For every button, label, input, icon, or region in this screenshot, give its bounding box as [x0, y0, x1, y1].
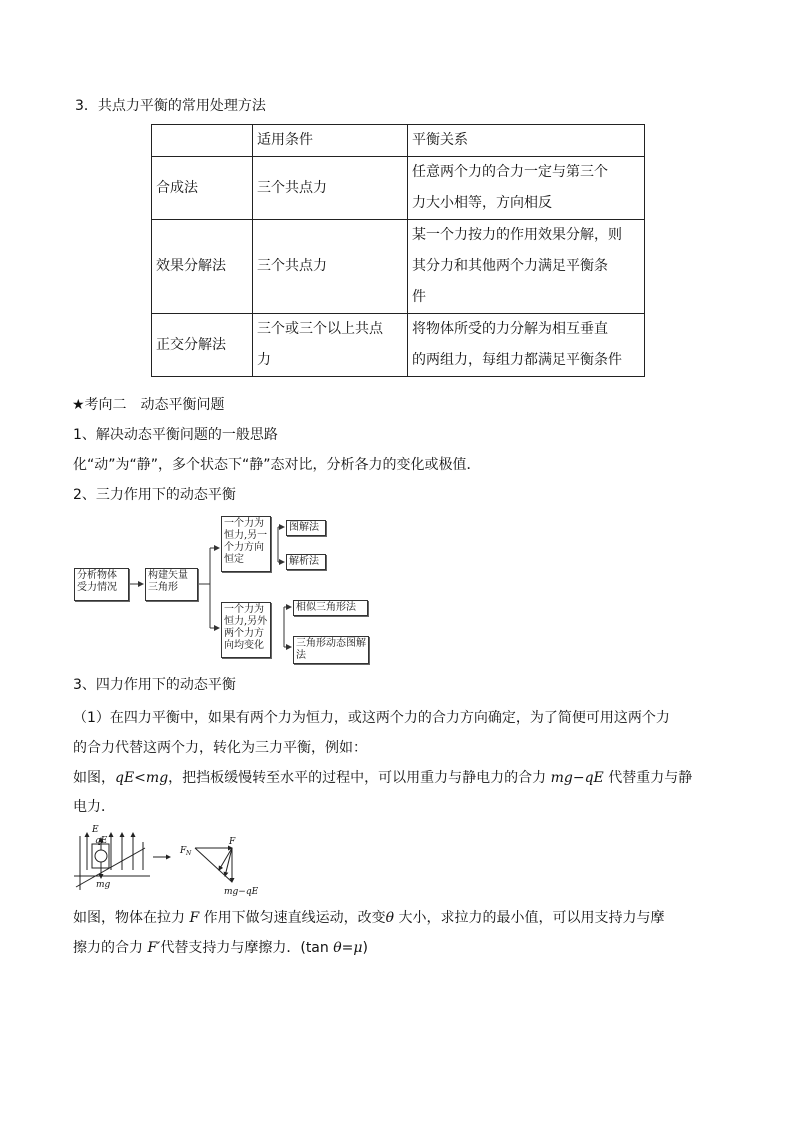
item2-heading: 2、三力作用下的动态平衡 — [73, 487, 236, 503]
flow-leaf-similar-triangles: 相似三角形法 — [293, 600, 368, 616]
condition-cell: 三个共点力 — [253, 157, 408, 220]
relation-line: 任意两个力的合力一定与第三个 — [412, 164, 608, 180]
para2-expression: mg−qE — [550, 770, 604, 786]
para3-text-e: 代替支持力与摩擦力．(tan — [160, 940, 329, 956]
relation-line: 的两组力，每组力都满足平衡条件 — [412, 352, 622, 368]
method-cell: 正交分解法 — [152, 314, 253, 377]
method-cell: 合成法 — [152, 157, 253, 220]
section-heading: 3．共点力平衡的常用处理方法 — [75, 98, 266, 114]
condition-cell: 三个共点力 — [253, 220, 408, 314]
flow-box-branch1: 一个力为恒力,另一个力方向恒定 — [221, 516, 271, 572]
para2-suffix: 代替重力与静 — [608, 770, 693, 786]
para3-force-Fprime: F′ — [147, 940, 161, 956]
table-header-cell: 适用条件 — [253, 125, 408, 157]
label-FN: F — [180, 846, 187, 856]
para3-line2 — [73, 938, 368, 958]
condition-line: 力 — [257, 352, 271, 368]
para3-theta: θ — [385, 910, 395, 926]
para1-line1: （1）在四力平衡中，如果有两个力为恒力，或这两个力的合力方向确定，为了简便可用这两个力 — [73, 710, 670, 726]
label-FN-sub: N — [186, 850, 192, 857]
label-F: F — [229, 837, 236, 847]
item1-text: 化“动”为“静”，多个状态下“静”态对比，分析各力的变化或极值． — [73, 457, 481, 473]
para2-mid: ，把挡板缓慢转至水平的过程中，可以用重力与静电力的合力 — [168, 770, 547, 786]
relation-line: 其分力和其他两个力满足平衡条 — [412, 258, 608, 274]
label-qE: qE — [95, 836, 108, 846]
item3-heading: 3、四力作用下的动态平衡 — [73, 677, 236, 693]
relation-line: 力大小相等，方向相反 — [412, 195, 552, 211]
para3-formula: θ=μ — [333, 940, 363, 956]
flow-box-branch2: 一个力为恒力,另外两个力方向均变化 — [221, 602, 271, 658]
item1-heading: 1、解决动态平衡问题的一般思路 — [73, 427, 278, 443]
relation-line: 将物体所受的力分解为相互垂直 — [412, 321, 608, 337]
label-mg: mg — [96, 880, 111, 890]
flow-box-start: 分析物体受力情况 — [74, 568, 129, 601]
para3-text-d: 擦力的合力 — [73, 940, 143, 956]
para3-line1 — [73, 908, 665, 928]
flow-box-mid: 构建矢量三角形 — [145, 568, 198, 601]
direction-title: ★考向二 动态平衡问题 — [72, 397, 225, 413]
table-header-cell: 平衡关系 — [408, 125, 645, 157]
para2-line2: 电力． — [73, 799, 115, 815]
method-cell: 效果分解法 — [152, 220, 253, 314]
flow-leaf-analytical: 解析法 — [286, 554, 326, 570]
para2-prefix: 如图， — [73, 770, 115, 786]
para3-force-F: F — [189, 910, 200, 926]
para1-line2: 的合力代替这两个力，转化为三力平衡，例如： — [73, 740, 367, 756]
para3-text-a: 如图，物体在拉力 — [73, 910, 185, 926]
para2-condition: qE<mg — [115, 770, 169, 786]
flow-leaf-graphical: 图解法 — [286, 520, 326, 536]
relation-line: 件 — [412, 289, 426, 305]
para3-text-c: 大小，求拉力的最小值，可以用支持力与摩 — [398, 910, 665, 926]
flow-leaf-dynamic-triangle: 三角形动态图解法 — [293, 636, 369, 664]
condition-line: 三个或三个以上共点 — [257, 321, 383, 337]
label-resultant: mg−qE — [224, 887, 259, 897]
para3-text-f: ) — [362, 940, 368, 956]
label-E: E — [92, 825, 99, 835]
para3-text-b: 作用下做匀速直线运动，改变 — [203, 910, 386, 926]
relation-line: 某一个力按力的作用效果分解，则 — [412, 227, 622, 243]
